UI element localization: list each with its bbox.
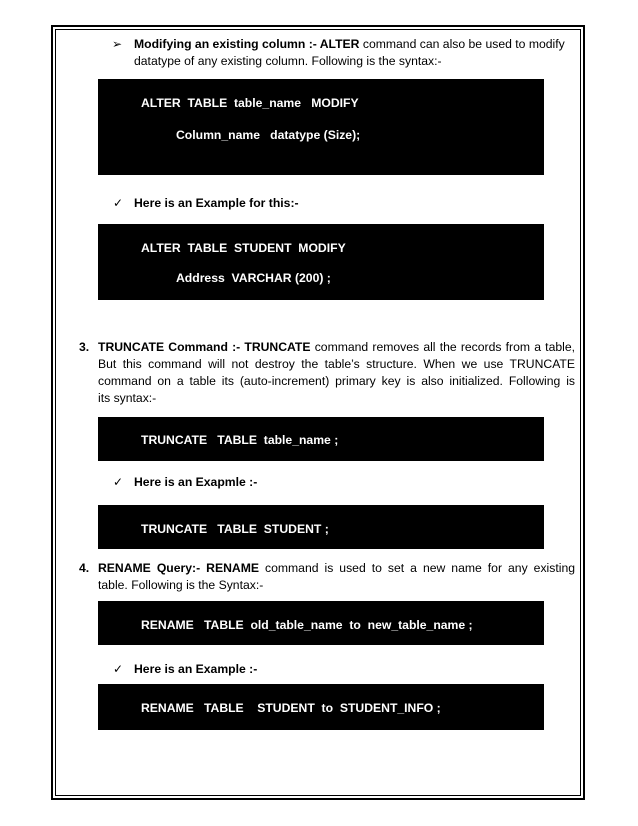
code-block-truncate-example	[98, 505, 544, 549]
example-heading: Here is an Example :-	[134, 662, 258, 676]
modify-heading-rest: command can also be used to modify	[359, 37, 565, 51]
checkmark-icon: ✓	[113, 662, 124, 676]
code-block-modify-syntax	[98, 79, 544, 175]
truncate-line-3: command on a table its (auto-increment) primary key is also initialized. Following is	[98, 374, 575, 388]
code-block-rename-example	[98, 684, 544, 730]
code-block-rename-syntax	[98, 601, 544, 645]
modify-heading	[134, 36, 565, 54]
code-line: ALTER TABLE STUDENT MODIFY	[141, 241, 346, 255]
checkmark-icon: ✓	[113, 196, 124, 210]
rename-heading-bold: RENAME Query:- RENAME	[98, 561, 259, 575]
arrow-bullet-icon: ➢	[112, 37, 123, 51]
list-number: 4.	[79, 561, 90, 575]
rename-line-2: table. Following is the Syntax:-	[98, 578, 264, 592]
truncate-heading-bold: TRUNCATE Command :- TRUNCATE	[98, 340, 311, 354]
example-heading: Here is an Exapmle :-	[134, 475, 258, 489]
list-number: 3.	[79, 340, 90, 354]
code-line: RENAME TABLE old_table_name to new_table_name ;	[141, 618, 473, 632]
code-line: TRUNCATE TABLE table_name ;	[141, 433, 339, 447]
modify-heading-bold: Modifying an existing column :- ALTER	[134, 37, 360, 51]
code-line: RENAME TABLE STUDENT to STUDENT_INFO ;	[141, 701, 441, 715]
code-line: TRUNCATE TABLE STUDENT ;	[141, 522, 329, 536]
truncate-line-2: But this command will not destroy the table’s structure. When we use TRUNCATE	[98, 357, 575, 371]
rename-line-1	[98, 560, 575, 578]
truncate-heading-rest: command removes all the records from a table,	[310, 340, 575, 354]
code-block-truncate-syntax	[98, 417, 544, 461]
truncate-line-4: its syntax:-	[98, 391, 157, 405]
code-line: ALTER TABLE table_name MODIFY	[141, 96, 359, 110]
checkmark-icon: ✓	[113, 475, 124, 489]
example-heading: Here is an Example for this:-	[134, 196, 299, 210]
code-line: Column_name datatype (Size);	[176, 128, 361, 142]
code-block-modify-example	[98, 224, 544, 300]
code-line: Address VARCHAR (200) ;	[176, 271, 331, 285]
modify-description: datatype of any existing column. Following is the syntax:-	[134, 54, 442, 68]
rename-heading-rest: command is used to set a new name for any existing	[258, 561, 575, 575]
truncate-line-1	[98, 339, 575, 357]
